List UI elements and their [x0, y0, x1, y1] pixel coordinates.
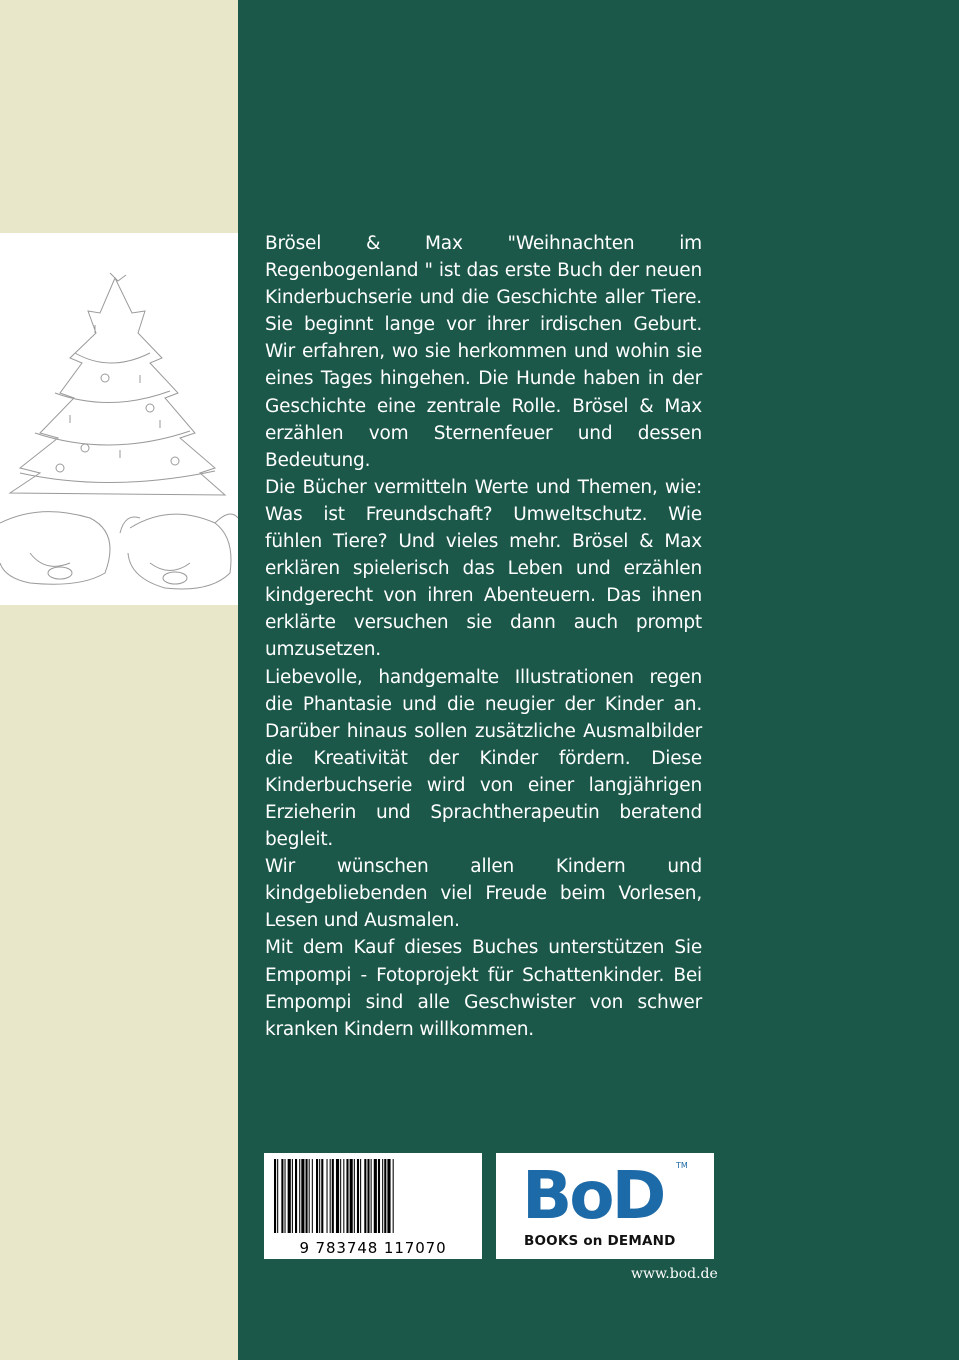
- blurb-paragraph: Brösel & Max "Weihnachten im Regenbogenland " ist das erste Buch der neuen Kinderbuchserie und die Geschichte aller Tiere. Sie beginnt lange vor ihrer irdischen Geburt. Wir erfahren, wo sie herkommen und wohin sie eines Tages hingehen. Die Hunde haben in der Geschichte eine zentrale Rolle. Brösel & Max erzählen vom Sternenfeuer und dessen Bedeutung.: [265, 233, 702, 471]
- barcode-bar: [319, 1159, 320, 1233]
- barcode-bar: [327, 1159, 328, 1233]
- barcode-bar: [340, 1159, 341, 1233]
- barcode-bars: [270, 1159, 476, 1235]
- barcode-bar: [295, 1159, 297, 1233]
- barcode-bar: [354, 1159, 355, 1233]
- barcode-bar: [330, 1159, 331, 1233]
- blurb-paragraph: Die Bücher vermitteln Werte und Themen, wie: Was ist Freundschaft? Umweltschutz. Wie fühlen Tiere? Und vieles mehr. Brösel & Max erklären spielerisch das Leben und erzählen kindgerecht von ihren Abenteuern. Das ihnen erklärte versuchen sie dann auch prompt umzusetzen.: [265, 476, 702, 661]
- barcode-bar: [382, 1159, 383, 1233]
- barcode-bar: [367, 1159, 369, 1233]
- barcode-bar: [309, 1159, 310, 1233]
- barcode-bar: [299, 1159, 300, 1233]
- back-cover-blurb: [265, 230, 702, 1043]
- barcode-bar: [277, 1159, 278, 1233]
- barcode-bar: [364, 1159, 366, 1233]
- bod-logo: BoD: [522, 1157, 664, 1234]
- barcode-bar: [346, 1159, 348, 1233]
- barcode-bar: [301, 1159, 304, 1233]
- barcode-bar: [336, 1159, 339, 1233]
- barcode-bar: [321, 1159, 323, 1233]
- barcode-bar: [350, 1159, 353, 1233]
- barcode-bar: [393, 1159, 394, 1233]
- christmas-tree-dogs-illustration: [0, 233, 238, 605]
- barcode-bar: [312, 1159, 313, 1233]
- cream-side-strip: [0, 0, 238, 1360]
- isbn-barcode: [264, 1153, 482, 1259]
- barcode-bar: [378, 1159, 380, 1233]
- barcode-bar: [387, 1159, 390, 1233]
- blurb-paragraph: Liebevolle, handgemalte Illustrationen regen die Phantasie und die neugier der Kinder an. Darüber hinaus sollen zusätzliche Ausmalbilder die Kreativität der Kinder fördern. Diese Kinderbuchserie wird von einer langjährigen Erzieherin und Sprachtherapeutin beratend begleit.: [265, 666, 702, 851]
- barcode-bar: [343, 1159, 344, 1233]
- barcode-bar: [288, 1159, 291, 1233]
- barcode-bar: [306, 1159, 308, 1233]
- barcode-bar: [316, 1159, 318, 1233]
- barcode-bar: [360, 1159, 361, 1233]
- barcode-bar: [285, 1159, 286, 1233]
- barcode-bar: [281, 1159, 283, 1233]
- isbn-digits: 9 783748 117070: [299, 1239, 447, 1257]
- barcode-bar: [374, 1159, 377, 1233]
- barcode-bar: [292, 1159, 293, 1233]
- publisher-tagline: BOOKS on DEMAND: [524, 1233, 676, 1249]
- blurb-paragraph: Wir wünschen allen Kindern und kindgebliebenden viel Freude beim Vorlesen, Lesen und Ausmalen.: [265, 856, 702, 932]
- blurb-paragraph: Mit dem Kauf dieses Buches unterstützen Sie Empompi - Fotoprojekt für Schattenkinder. Bei Empompi sind alle Geschwister von schwer kranken Kindern willkommen.: [265, 937, 702, 1040]
- publisher-url: www.bod.de: [631, 1266, 718, 1282]
- barcode-bar: [274, 1159, 276, 1233]
- trademark-mark: TM: [676, 1161, 688, 1170]
- barcode-bar: [371, 1159, 372, 1233]
- barcode-bar: [332, 1159, 334, 1233]
- pencil-sketch: [0, 233, 238, 605]
- barcode-bar: [357, 1159, 359, 1233]
- barcode-bar: [384, 1159, 386, 1233]
- publisher-logo-box: [496, 1153, 714, 1259]
